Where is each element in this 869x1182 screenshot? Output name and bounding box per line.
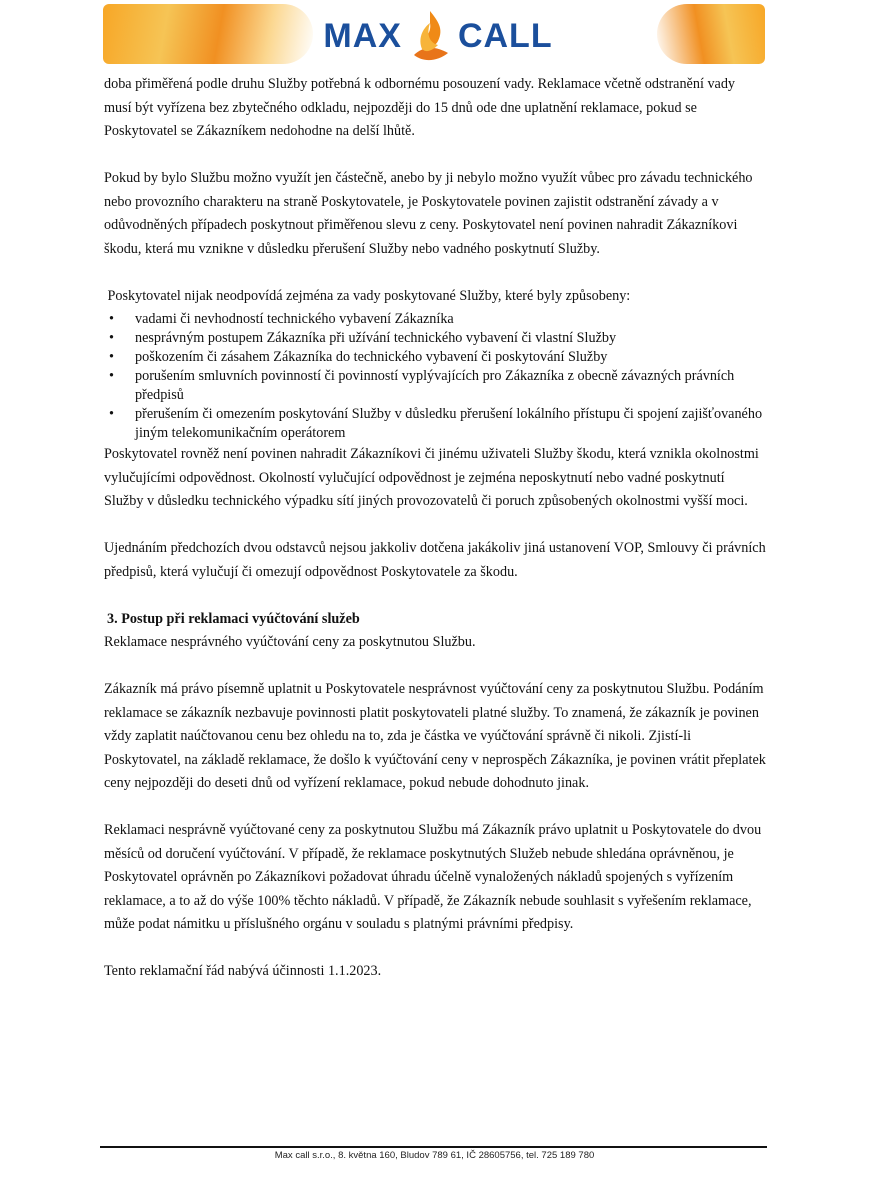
maxcall-logo [318, 10, 558, 62]
paragraph: Pokud by bylo Službu možno využít jen částečně, anebo by ji nebylo možno využít vůbec pro závadu technického nebo provozního charakteru na straně Poskytovatele, je Poskytovatele povinen zajistit odstranění závady a v odůvodněných případech poskytnout přiměřenou slevu z ceny. Poskytovatel není povinen nahradit Zákazníkovi škodu, která mu vznikne v důsledku přerušení Služby nebo vadného poskytnutí Služby. [104, 170, 753, 257]
brush-decoration-left [103, 4, 313, 64]
paragraph: Poskytovatel rovněž není povinen nahradit Zákazníkovi či jinému uživateli Služby škodu, která vznikla okolnostmi vylučujícími odpovědnost. Okolností vylučující odpovědnost je zejména neposkytnutí nebo vadné poskytnutí Služby v důsledku technického výpadku sítí jiných provozovatelů či poruch způsobených okolnostmi vyšší moci. [104, 446, 759, 509]
defect-causes-list [104, 310, 766, 443]
page-footer: Max call s.r.o., 8. května 160, Bludov 789 61, IČ 28605756, tel. 725 189 780 [274, 1150, 595, 1161]
footer-divider [100, 1146, 767, 1148]
list-item: • poškozením či zásahem Zákazníka do technického vybavení či poskytování Služby [135, 348, 766, 367]
list-item: • nesprávným postupem Zákazníka při užívání technického vybavení či vlastní Služby [135, 329, 766, 348]
page-header [0, 0, 869, 70]
paragraph: Reklamaci nesprávně vyúčtované ceny za poskytnutou Službu má Zákazník právo uplatnit u Poskytovatele do dvou měsíců od doručení vyúčtování. V případě, že reklamace poskytnutých Služeb nebude shledána oprávněnou, je Poskytovatel oprávněn po Zákazníkovi požadovat úhradu účelně vynaložených nákladů spojených s vyřízením reklamace, a to až do výše 100% těchto nákladů. V případě, že Zákazník nebude souhlasit s vyřešením reklamace, může podat námitku u příslušného orgánu v souladu s platnými právními předpisy. [104, 822, 762, 932]
list-item: • přerušením či omezením poskytování Služby v důsledku přerušení lokálního přístupu či spojení zajišťovaného jiným telekomunikačním operátorem [135, 405, 766, 443]
logo-text-left: MAX [323, 16, 402, 55]
list-item: • vadami či nevhodností technického vybavení Zákazníka [135, 310, 766, 329]
document-body [104, 73, 766, 1007]
effective-date: Tento reklamační řád nabývá účinnosti 1.1.2023. [104, 963, 382, 979]
section-heading: 3. Postup při reklamaci vyúčtování služeb [107, 610, 360, 627]
list-item: • porušením smluvních povinností či povinností vyplývajících pro Zákazníka z obecně závazných právních předpisů [135, 367, 766, 405]
logo-text-right: CALL [457, 16, 553, 55]
paragraph: Zákazník má právo písemně uplatnit u Poskytovatele nesprávnost vyúčtování ceny za poskytnutou Službu. Podáním reklamace se zákazník nezbavuje povinnosti platit poskytovateli platné služby. To znamená, že zákazník je povinen vždy zaplatit naúčtovanou cenu bez ohledu na to, zda je částka ve vyúčtování správně či nikoli. Zjistí-li Poskytovatel, na základě reklamace, že došlo k vyúčtování ceny v neprospěch Zákazníka, je povinen vrátit přeplatek ceny nejpozději do deseti dnů od vyřízení reklamace, pokud nebude dohodnuto jinak. [104, 681, 766, 791]
paragraph: Ujednáním předchozích dvou odstavců nejsou jakkoliv dotčena jakákoliv jiná ustanovení VOP, Smlouvy či právních předpisů, která vylučují či omezují odpovědnost Poskytovatele za škodu. [104, 540, 766, 580]
paragraph: doba přiměřená podle druhu Služby potřebná k odbornému posouzení vady. Reklamace včetně odstranění vady musí být vyřízena bez zbytečného odkladu, nejpozději do 15 dnů ode dne uplatnění reklamace, pokud se Poskytovatel se Zákazníkem nedohodne na delší lhůtě. [104, 76, 736, 139]
section-intro: Reklamace nesprávného vyúčtování ceny za poskytnutou Službu. [104, 634, 476, 650]
flame-logo-icon [408, 9, 452, 63]
brush-decoration-right [657, 4, 765, 64]
paragraph: Poskytovatel nijak neodpovídá zejména za vady poskytované Služby, které byly způsobeny: [104, 287, 631, 304]
